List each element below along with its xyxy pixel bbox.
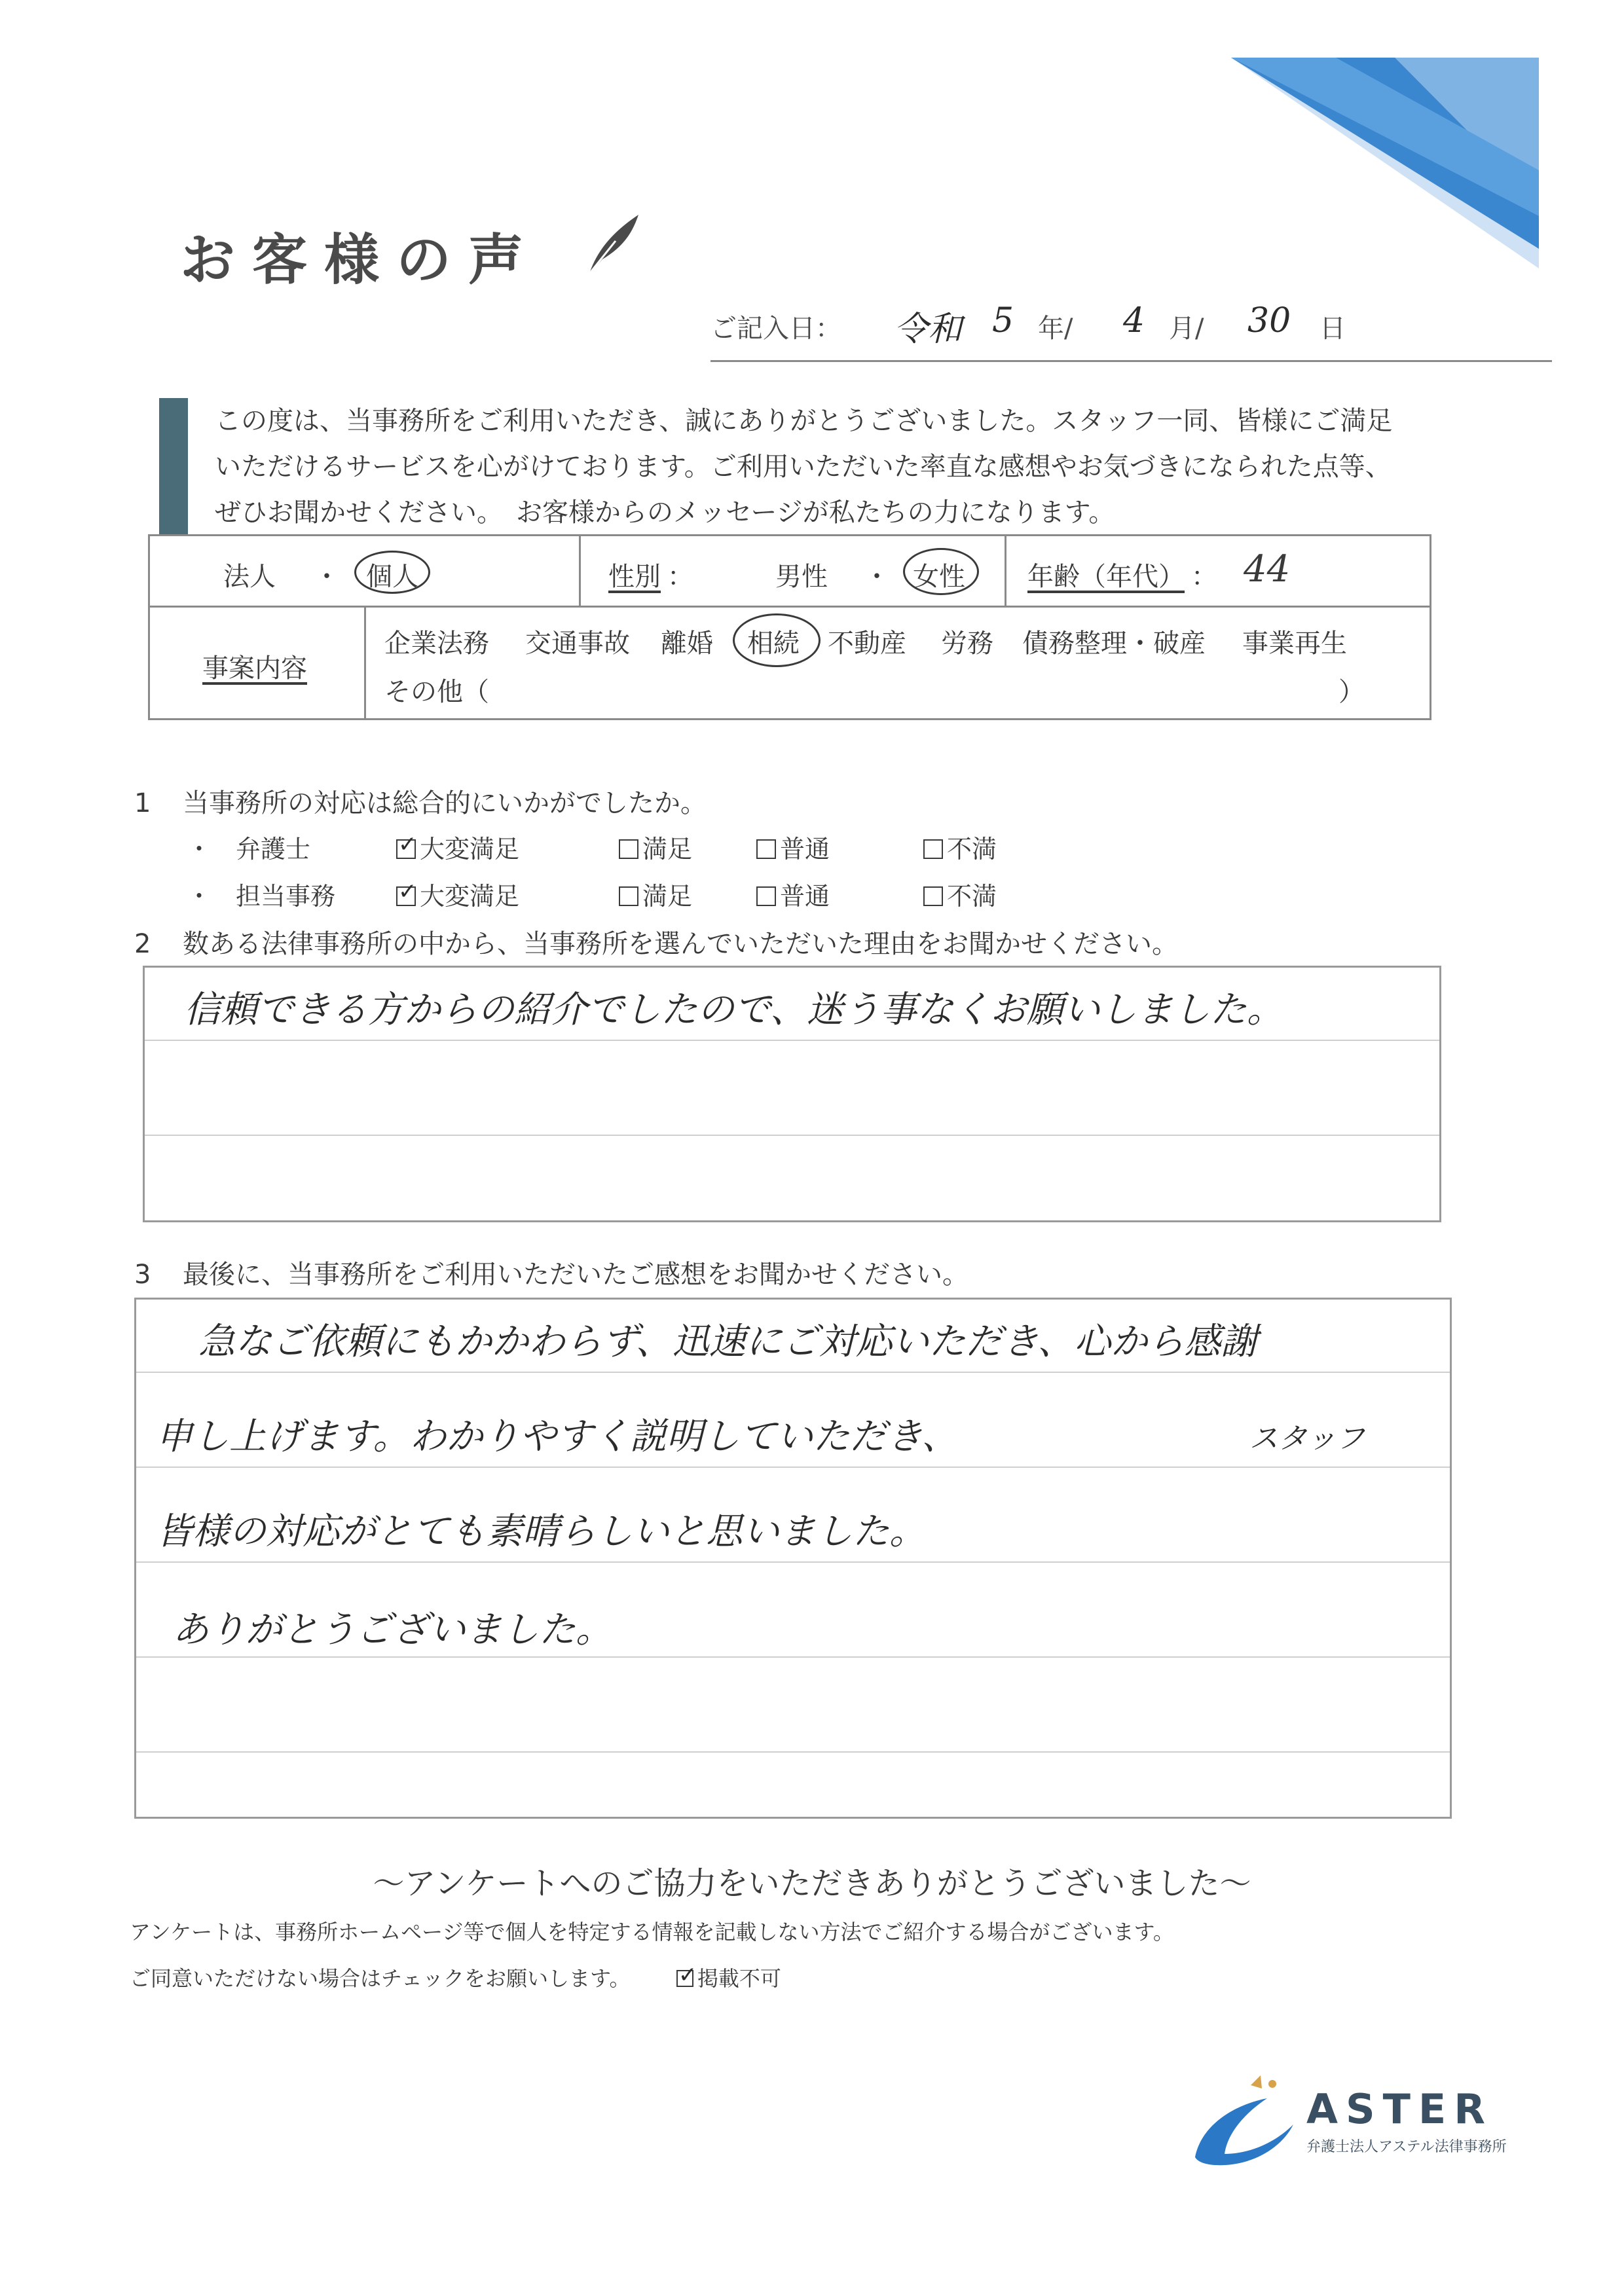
checkbox-checked-icon (396, 839, 416, 859)
checkbox-icon (923, 839, 943, 859)
handwritten-answer: ありがとうございました。 (172, 1609, 612, 1651)
checkbox-checked-icon (396, 886, 416, 906)
no-publish-label: 掲載不可 (697, 1966, 781, 1991)
checkbox-icon (756, 839, 776, 859)
question-number: 1 (134, 788, 151, 818)
gender-male: 男性 (775, 562, 828, 592)
entry-date-day: 30 (1247, 301, 1291, 340)
selected-circle (733, 613, 821, 667)
gender-separator: ・ (864, 562, 890, 592)
entry-date-row (710, 301, 1552, 362)
bullet: ・ (187, 835, 212, 864)
consent-notice (130, 1962, 781, 1992)
case-item: 相続 (747, 629, 800, 659)
entry-date-day-unit: 日 (1320, 314, 1346, 344)
case-item: 労務 (941, 629, 993, 659)
handwritten-annotation: スタッフ (1249, 1422, 1365, 1455)
consent-text: ご同意いただけない場合はチェックをお願いします。 (130, 1966, 631, 1991)
entry-date-month-unit: 月/ (1169, 314, 1204, 344)
type-individual: 個人 (366, 562, 418, 592)
case-item: 企業法務 (384, 629, 489, 659)
case-other-label: その他（ (384, 677, 489, 707)
intro-text (215, 398, 1524, 536)
checkbox-icon (619, 839, 638, 859)
question-text: 最後に、当事務所をご利用いただいたご感想をお聞かせください。 (183, 1260, 969, 1290)
question-2-title (134, 923, 1178, 960)
question-text: 数ある法律事務所の中から、当事務所を選んでいただいた理由をお聞かせください。 (183, 929, 1178, 959)
handwritten-answer: 急なご依頼にもかかわらず、迅速にご対応いただき、心から感謝 (198, 1321, 1258, 1363)
question-number: 2 (134, 929, 151, 959)
rating-row-label: 担当事務 (236, 882, 336, 911)
entry-date-month: 4 (1123, 301, 1145, 340)
rating-option: 普通 (756, 829, 830, 865)
case-other-close: ） (1338, 677, 1365, 707)
handwritten-answer: 信頼できる方からの紹介でしたので、迷う事なくお願いしました。 (184, 989, 1283, 1031)
aster-logo-icon (1189, 2072, 1300, 2173)
case-label: 事案内容 (202, 653, 307, 683)
intro-line: ぜひお聞かせください。 お客様からのメッセージが私たちの力になります。 (215, 498, 1115, 528)
age-value: 44 (1244, 548, 1291, 591)
question-1-title (134, 782, 707, 820)
entry-date-label: ご記入日： (710, 314, 841, 344)
rating-option: ✓ 大変満足 (396, 876, 519, 912)
handwritten-answer: 皆様の対応がとても素晴らしいと思いました。 (156, 1510, 926, 1553)
rating-row-label: 弁護士 (236, 835, 311, 864)
corner-decoration (1231, 52, 1572, 275)
checkbox-icon (923, 886, 943, 906)
question-number: 3 (134, 1260, 151, 1290)
question-3-title (134, 1254, 969, 1291)
checkbox-icon (619, 886, 638, 906)
selected-circle (354, 551, 430, 594)
rating-option: 普通 (756, 876, 830, 912)
question-2-answer-box (143, 966, 1441, 1222)
age-colon: ： (1191, 562, 1217, 592)
question-3-answer-box (134, 1298, 1452, 1819)
question-text: 当事務所の対応は総合的にいかがでしたか。 (183, 788, 707, 818)
intro-line: この度は、当事務所をご利用いただき、誠にありがとうございました。スタッフ一同、皆様にご満足 (215, 406, 1393, 436)
type-corporate: 法人 (223, 562, 276, 592)
handwritten-answer: 申し上げます。わかりやすく説明していただき、 (156, 1415, 959, 1458)
rating-option: 不満 (923, 829, 997, 865)
logo-subtitle: 弁護士法人アステル法律事務所 (1306, 2139, 1507, 2155)
page-title: お客様の声 (180, 228, 541, 292)
rating-option: 満足 (619, 876, 692, 912)
publication-notice: アンケートは、事務所ホームページ等で個人を特定する情報を記載しない方法でご紹介する場合がございます。 (130, 1920, 1174, 1944)
no-publish-checkbox[interactable] (676, 1970, 693, 1987)
rating-option: ✓ 大変満足 (396, 829, 519, 865)
customer-info-table (148, 534, 1431, 720)
intro-line: いただけるサービスを心がけております。ご利用いただいた率直な感想やお気づきになられた点等、 (215, 452, 1392, 482)
case-item: 債務整理・破産 (1022, 629, 1206, 659)
selected-circle (903, 548, 979, 595)
bullet: ・ (187, 882, 212, 911)
case-item: 交通事故 (525, 629, 630, 659)
logo-name: ASTER (1306, 2085, 1494, 2133)
case-item: 不動産 (828, 629, 906, 659)
gender-female: 女性 (913, 562, 965, 592)
case-item: 離婚 (661, 629, 713, 659)
entry-date-year: 5 (992, 301, 1014, 340)
intro-accent-bar (159, 398, 188, 534)
gender-colon: ： (667, 562, 693, 592)
entry-date-year-unit: 年/ (1038, 314, 1073, 344)
checkbox-icon (756, 886, 776, 906)
case-item: 事業再生 (1242, 629, 1347, 659)
rating-option: 満足 (619, 829, 692, 865)
entry-date-era: 令和 (894, 310, 963, 349)
type-separator: ・ (314, 562, 340, 592)
gender-label: 性別 (608, 562, 661, 592)
rating-option: 不満 (923, 876, 997, 912)
age-label: 年齢（年代） (1027, 562, 1185, 592)
thanks-message: ～アンケートへのご協力をいただきありがとうございました～ (373, 1865, 1251, 1902)
feather-icon (576, 208, 648, 283)
